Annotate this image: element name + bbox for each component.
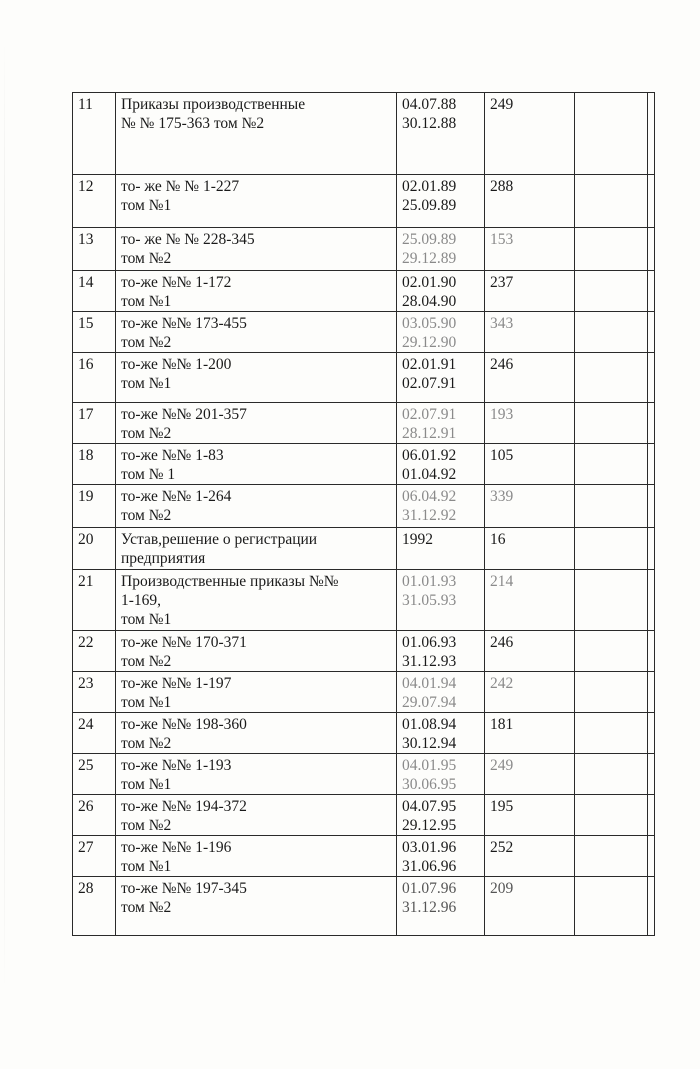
item-sheet-count: 209 [490, 880, 514, 897]
item-sheet-count: 237 [490, 274, 514, 291]
item-title-line: то-же №№ 1-83 [121, 447, 224, 464]
item-number-cell [73, 631, 116, 672]
item-title-line: то-же №№ 197-345 [121, 880, 247, 897]
item-sheets-cell [485, 228, 575, 271]
item-sheet-count: 242 [490, 675, 514, 692]
item-sheets-cell [485, 877, 575, 936]
empty-cell-narrow [648, 353, 655, 403]
item-number-cell [73, 754, 116, 795]
table-row [73, 444, 655, 485]
empty-cell [575, 713, 648, 754]
item-number: 28 [78, 880, 94, 897]
item-sheets-cell [485, 403, 575, 444]
table-row [73, 271, 655, 312]
item-sheet-count: 195 [490, 798, 514, 815]
item-sheet-count: 246 [490, 634, 514, 651]
item-sheet-count: 343 [490, 315, 514, 332]
item-number: 18 [78, 447, 94, 464]
item-date: 31.05.93 [402, 592, 457, 609]
item-number-cell [73, 93, 116, 175]
item-title-line: то-же №№ 1-264 [121, 488, 232, 505]
item-title-cell [116, 485, 397, 528]
item-number-cell [73, 528, 116, 570]
item-title-cell [116, 795, 397, 836]
item-number-cell [73, 228, 116, 271]
item-date: 01.08.94 [402, 716, 457, 733]
item-title-line: то-же №№ 170-371 [121, 634, 247, 651]
item-title-line: том №1 [121, 197, 172, 214]
item-title-line: Приказы производственные [121, 96, 306, 113]
empty-cell-narrow [648, 713, 655, 754]
table-row [73, 631, 655, 672]
item-date: 04.07.95 [402, 798, 457, 815]
table-row [73, 672, 655, 713]
item-sheet-count: 214 [490, 573, 514, 590]
item-number: 20 [78, 531, 94, 548]
item-title-line: том №2 [121, 817, 172, 834]
item-date: 30.12.88 [402, 115, 457, 132]
item-number: 11 [78, 96, 93, 113]
item-dates-cell [397, 93, 485, 175]
item-sheet-count: 105 [490, 447, 514, 464]
item-date: 03.01.96 [402, 839, 457, 856]
item-date: 31.12.96 [402, 899, 457, 916]
item-number-cell [73, 795, 116, 836]
item-sheets-cell [485, 312, 575, 353]
item-number: 19 [78, 488, 94, 505]
item-sheets-cell [485, 672, 575, 713]
empty-cell-narrow [648, 672, 655, 713]
item-dates-cell [397, 403, 485, 444]
item-title-line: № № 175-363 том №2 [121, 115, 265, 132]
item-title-cell [116, 93, 397, 175]
item-number-cell [73, 485, 116, 528]
item-sheets-cell [485, 754, 575, 795]
item-number: 22 [78, 634, 94, 651]
item-sheet-count: 249 [490, 757, 514, 774]
inventory-table [72, 92, 655, 936]
item-dates-cell [397, 754, 485, 795]
item-sheets-cell [485, 353, 575, 403]
empty-cell [575, 312, 648, 353]
table-row [73, 403, 655, 444]
empty-cell [575, 795, 648, 836]
item-title-line: то-же №№ 1-193 [121, 757, 232, 774]
empty-cell [575, 836, 648, 877]
item-title-cell [116, 836, 397, 877]
empty-cell-narrow [648, 836, 655, 877]
empty-cell [575, 353, 648, 403]
item-sheets-cell [485, 836, 575, 877]
item-date: 31.12.93 [402, 653, 457, 670]
item-title-cell [116, 403, 397, 444]
item-title-cell [116, 175, 397, 228]
item-title-cell [116, 228, 397, 271]
empty-cell [575, 631, 648, 672]
item-sheets-cell [485, 485, 575, 528]
empty-cell [575, 877, 648, 936]
item-number: 12 [78, 178, 94, 195]
item-number: 15 [78, 315, 94, 332]
item-number-cell [73, 444, 116, 485]
item-sheets-cell [485, 175, 575, 228]
table-row [73, 570, 655, 631]
item-title-line: то-же №№ 201-357 [121, 406, 247, 423]
item-date: 28.12.91 [402, 425, 457, 442]
item-dates-cell [397, 836, 485, 877]
item-title-line: том №2 [121, 899, 172, 916]
empty-cell-narrow [648, 795, 655, 836]
item-date: 30.12.94 [402, 735, 457, 752]
item-title-line: том №1 [121, 858, 172, 875]
empty-cell-narrow [648, 570, 655, 631]
item-number: 16 [78, 356, 94, 373]
item-dates-cell [397, 175, 485, 228]
empty-cell [575, 570, 648, 631]
item-date: 02.01.91 [402, 356, 457, 373]
table-row [73, 175, 655, 228]
item-date: 01.04.92 [402, 466, 457, 483]
item-date: 29.12.90 [402, 334, 457, 351]
item-sheet-count: 339 [490, 488, 514, 505]
table-row [73, 93, 655, 175]
empty-cell [575, 271, 648, 312]
item-number-cell [73, 175, 116, 228]
empty-cell [575, 403, 648, 444]
item-title-line: 1-169, [121, 592, 162, 609]
item-title-line: Производственные приказы №№ [121, 573, 339, 590]
item-sheet-count: 193 [490, 406, 514, 423]
item-date: 01.07.96 [402, 880, 457, 897]
item-number: 24 [78, 716, 94, 733]
empty-cell-narrow [648, 754, 655, 795]
item-title-line: том №1 [121, 375, 172, 392]
item-number: 14 [78, 274, 94, 291]
table-row [73, 228, 655, 271]
item-dates-cell [397, 877, 485, 936]
table-row [73, 877, 655, 936]
item-number-cell [73, 353, 116, 403]
table-row [73, 795, 655, 836]
item-date: 01.01.93 [402, 573, 457, 590]
scan-edge-shadow [4, 40, 5, 990]
empty-cell-narrow [648, 485, 655, 528]
item-title-cell [116, 312, 397, 353]
item-dates-cell [397, 631, 485, 672]
empty-cell [575, 672, 648, 713]
item-title-line: то- же № № 228-345 [121, 231, 255, 248]
empty-cell-narrow [648, 877, 655, 936]
item-title-cell [116, 528, 397, 570]
item-title-cell [116, 570, 397, 631]
item-date: 02.07.91 [402, 406, 457, 423]
item-date: 03.05.90 [402, 315, 457, 332]
empty-cell-narrow [648, 631, 655, 672]
item-title-cell [116, 631, 397, 672]
empty-cell [575, 93, 648, 175]
table-row [73, 528, 655, 570]
item-sheet-count: 252 [490, 839, 514, 856]
item-sheets-cell [485, 444, 575, 485]
item-date: 29.07.94 [402, 694, 457, 711]
item-sheets-cell [485, 631, 575, 672]
item-dates-cell [397, 713, 485, 754]
table-row [73, 754, 655, 795]
empty-cell-narrow [648, 444, 655, 485]
table-row [73, 353, 655, 403]
item-title-cell [116, 672, 397, 713]
item-sheets-cell [485, 93, 575, 175]
item-number: 25 [78, 757, 94, 774]
table-row [73, 485, 655, 528]
item-title-cell [116, 877, 397, 936]
item-date: 06.04.92 [402, 488, 457, 505]
item-title-cell [116, 444, 397, 485]
empty-cell [575, 228, 648, 271]
item-sheets-cell [485, 713, 575, 754]
item-date: 25.09.89 [402, 197, 457, 214]
item-sheet-count: 288 [490, 178, 514, 195]
item-sheets-cell [485, 570, 575, 631]
item-number-cell [73, 713, 116, 754]
item-title-line: то-же №№ 1-172 [121, 274, 232, 291]
item-title-cell [116, 754, 397, 795]
item-title-line: том №2 [121, 425, 172, 442]
item-number: 17 [78, 406, 94, 423]
item-date: 28.04.90 [402, 293, 457, 310]
item-dates-cell [397, 312, 485, 353]
item-number-cell [73, 672, 116, 713]
item-sheets-cell [485, 271, 575, 312]
empty-cell-narrow [648, 228, 655, 271]
item-title-line: то-же №№ 173-455 [121, 315, 247, 332]
item-number-cell [73, 836, 116, 877]
item-sheet-count: 153 [490, 231, 514, 248]
item-sheet-count: 249 [490, 96, 514, 113]
item-number: 21 [78, 573, 94, 590]
item-title-line: предприятия [121, 550, 206, 567]
item-title-line: то-же №№ 198-360 [121, 716, 247, 733]
empty-cell [575, 528, 648, 570]
item-title-line: том № 1 [121, 466, 176, 483]
item-title-cell [116, 353, 397, 403]
item-title-line: то-же №№ 1-200 [121, 356, 232, 373]
item-date: 31.06.96 [402, 858, 457, 875]
item-dates-cell [397, 485, 485, 528]
table-row [73, 836, 655, 877]
empty-cell [575, 444, 648, 485]
item-number: 26 [78, 798, 94, 815]
item-title-line: том №2 [121, 507, 172, 524]
item-date: 30.06.95 [402, 776, 457, 793]
item-title-cell [116, 713, 397, 754]
item-title-line: том №2 [121, 735, 172, 752]
empty-cell-narrow [648, 93, 655, 175]
empty-cell [575, 175, 648, 228]
empty-cell [575, 754, 648, 795]
item-date: 04.01.94 [402, 675, 457, 692]
item-title-line: том №2 [121, 653, 172, 670]
empty-cell-narrow [648, 403, 655, 444]
empty-cell-narrow [648, 175, 655, 228]
item-date: 31.12.92 [402, 507, 457, 524]
item-date: 02.07.91 [402, 375, 457, 392]
item-title-line: то- же № № 1-227 [121, 178, 240, 195]
item-date: 06.01.92 [402, 447, 457, 464]
item-title-line: том №2 [121, 334, 172, 351]
item-date: 01.06.93 [402, 634, 457, 651]
item-date: 25.09.89 [402, 231, 457, 248]
item-number-cell [73, 312, 116, 353]
item-number: 13 [78, 231, 94, 248]
item-title-line: том №1 [121, 776, 172, 793]
item-dates-cell [397, 672, 485, 713]
item-dates-cell [397, 795, 485, 836]
item-dates-cell [397, 570, 485, 631]
item-sheet-count: 16 [490, 531, 506, 548]
item-title-line: Устав,решение о регистрации [121, 531, 318, 548]
item-sheet-count: 181 [490, 716, 514, 733]
table-row [73, 312, 655, 353]
item-date: 04.07.88 [402, 96, 457, 113]
item-date: 1992 [402, 531, 433, 548]
empty-cell-narrow [648, 312, 655, 353]
item-sheets-cell [485, 528, 575, 570]
item-date: 02.01.89 [402, 178, 457, 195]
item-dates-cell [397, 228, 485, 271]
item-number-cell [73, 403, 116, 444]
item-dates-cell [397, 528, 485, 570]
empty-cell-narrow [648, 271, 655, 312]
item-date: 29.12.95 [402, 817, 457, 834]
item-date: 04.01.95 [402, 757, 457, 774]
inventory-table-body [73, 93, 655, 936]
item-title-line: том №1 [121, 611, 172, 628]
item-title-line: том №2 [121, 250, 172, 267]
item-number-cell [73, 271, 116, 312]
empty-cell-narrow [648, 528, 655, 570]
item-title-cell [116, 271, 397, 312]
item-date: 29.12.89 [402, 250, 457, 267]
item-dates-cell [397, 444, 485, 485]
item-number: 27 [78, 839, 94, 856]
item-sheets-cell [485, 795, 575, 836]
item-number-cell [73, 570, 116, 631]
item-title-line: то-же №№ 1-197 [121, 675, 232, 692]
item-number: 23 [78, 675, 94, 692]
table-row [73, 713, 655, 754]
item-dates-cell [397, 271, 485, 312]
empty-cell [575, 485, 648, 528]
item-sheet-count: 246 [490, 356, 514, 373]
item-title-line: том №1 [121, 694, 172, 711]
item-date: 02.01.90 [402, 274, 457, 291]
item-dates-cell [397, 353, 485, 403]
item-title-line: то-же №№ 1-196 [121, 839, 232, 856]
item-title-line: том №1 [121, 293, 172, 310]
item-number-cell [73, 877, 116, 936]
item-title-line: то-же №№ 194-372 [121, 798, 247, 815]
